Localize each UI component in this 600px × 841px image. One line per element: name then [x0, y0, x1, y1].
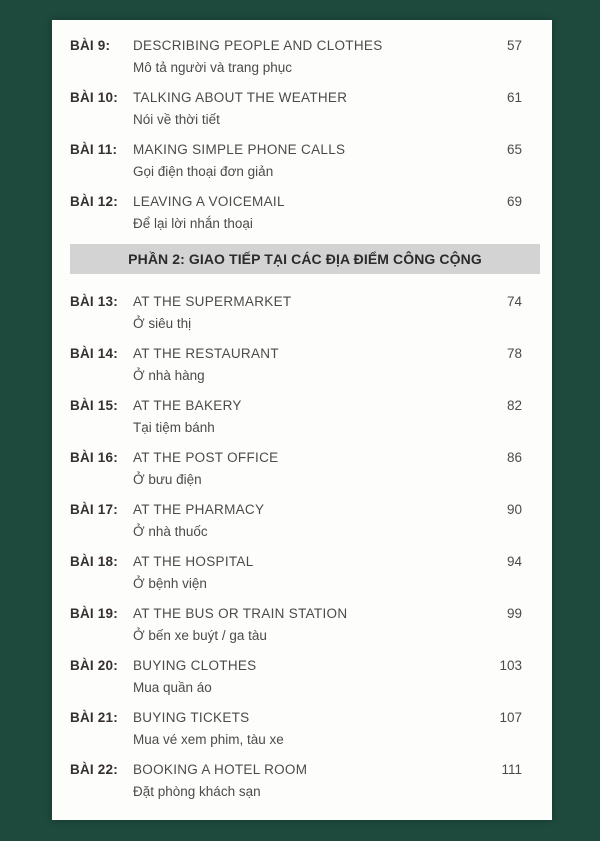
toc-entry	[70, 499, 522, 542]
toc-entry	[70, 759, 522, 802]
lesson-text	[133, 395, 484, 438]
lesson-title-en: AT THE POST OFFICE	[133, 450, 279, 465]
page-number: 90	[506, 502, 522, 517]
lesson-number: BÀI 18:	[70, 554, 118, 569]
lesson-title-vi: Ở nhà hàng	[133, 368, 205, 383]
lesson-title-vi: Ở bến xe buýt / ga tàu	[133, 628, 267, 643]
lesson-number: BÀI 20:	[70, 658, 118, 673]
lesson-number: BÀI 21:	[70, 710, 118, 725]
page-number: 86	[506, 450, 522, 465]
lesson-title-vi: Ở nhà thuốc	[133, 524, 208, 539]
toc-entry	[70, 655, 522, 698]
lesson-title-en: BOOKING A HOTEL ROOM	[133, 762, 308, 777]
lesson-title-vi: Mô tả người và trang phục	[133, 60, 292, 75]
lesson-text	[133, 447, 484, 490]
lesson-title-vi: Ở bệnh viện	[133, 576, 207, 591]
page-number: 74	[506, 294, 522, 309]
lesson-text	[133, 707, 484, 750]
toc-entry	[70, 139, 522, 182]
lesson-title-en: AT THE BUS OR TRAIN STATION	[133, 606, 348, 621]
lesson-title-vi: Đặt phòng khách sạn	[133, 784, 261, 799]
lesson-title-vi: Gọi điện thoại đơn giản	[133, 164, 274, 179]
lesson-title-en: AT THE BAKERY	[133, 398, 242, 413]
lesson-text	[133, 291, 484, 334]
page-number: 65	[506, 142, 522, 157]
page-number: 111	[501, 762, 522, 777]
lesson-number: BÀI 22:	[70, 762, 118, 777]
page-number: 61	[506, 90, 522, 105]
lesson-text	[133, 191, 484, 234]
lesson-number: BÀI 11:	[70, 142, 118, 157]
page-number: 103	[499, 658, 522, 673]
lesson-title-vi: Để lại lời nhắn thoại	[133, 216, 253, 231]
lesson-title-en: TALKING ABOUT THE WEATHER	[133, 90, 348, 105]
toc-entry	[70, 35, 522, 78]
toc-entry	[70, 447, 522, 490]
lesson-number: BÀI 15:	[70, 398, 118, 413]
book-page	[52, 20, 552, 820]
lesson-text	[133, 499, 484, 542]
lesson-title-en: AT THE PHARMACY	[133, 502, 265, 517]
lesson-number: BÀI 17:	[70, 502, 118, 517]
toc-entry	[70, 291, 522, 334]
lesson-title-en: BUYING TICKETS	[133, 710, 250, 725]
lesson-number: BÀI 9:	[70, 38, 111, 53]
lesson-number: BÀI 14:	[70, 346, 118, 361]
page-number: 78	[506, 346, 522, 361]
toc-entry	[70, 395, 522, 438]
lesson-title-vi: Mua quần áo	[133, 680, 212, 695]
lesson-text	[133, 139, 484, 182]
page-number: 107	[499, 710, 522, 725]
lesson-text	[133, 551, 484, 594]
lesson-title-en: AT THE SUPERMARKET	[133, 294, 292, 309]
lesson-title-en: DESCRIBING PEOPLE AND CLOTHES	[133, 38, 383, 53]
lesson-text	[133, 655, 484, 698]
page-number: 82	[506, 398, 522, 413]
toc-entry	[70, 707, 522, 750]
lesson-title-vi: Nói về thời tiết	[133, 112, 220, 127]
lesson-text	[133, 603, 484, 646]
page-number: 57	[506, 38, 522, 53]
section-header-part2: PHẦN 2: GIAO TIẾP TẠI CÁC ĐỊA ĐIỂM CÔNG CỘNG	[70, 244, 540, 274]
lesson-title-en: BUYING CLOTHES	[133, 658, 257, 673]
lesson-text	[133, 87, 484, 130]
lesson-title-en: AT THE HOSPITAL	[133, 554, 254, 569]
toc-entry	[70, 191, 522, 234]
lesson-number: BÀI 10:	[70, 90, 118, 105]
lesson-title-vi: Ở bưu điện	[133, 472, 202, 487]
lesson-number: BÀI 13:	[70, 294, 118, 309]
lesson-number: BÀI 16:	[70, 450, 118, 465]
toc-entry	[70, 87, 522, 130]
page-number: 99	[506, 606, 522, 621]
lesson-text	[133, 343, 484, 386]
toc-entry	[70, 603, 522, 646]
toc-entry	[70, 343, 522, 386]
lesson-title-en: LEAVING A VOICEMAIL	[133, 194, 285, 209]
lesson-text	[133, 35, 484, 78]
lesson-title-vi: Tại tiệm bánh	[133, 420, 215, 435]
lesson-title-en: MAKING SIMPLE PHONE CALLS	[133, 142, 346, 157]
lesson-title-vi: Mua vé xem phim, tàu xe	[133, 732, 284, 747]
lesson-title-vi: Ở siêu thị	[133, 316, 192, 331]
toc-entry	[70, 551, 522, 594]
lesson-text	[133, 759, 484, 802]
table-of-contents	[52, 20, 552, 802]
lesson-number: BÀI 12:	[70, 194, 118, 209]
lesson-title-en: AT THE RESTAURANT	[133, 346, 279, 361]
page-number: 69	[506, 194, 522, 209]
page-number: 94	[506, 554, 522, 569]
lesson-number: BÀI 19:	[70, 606, 118, 621]
